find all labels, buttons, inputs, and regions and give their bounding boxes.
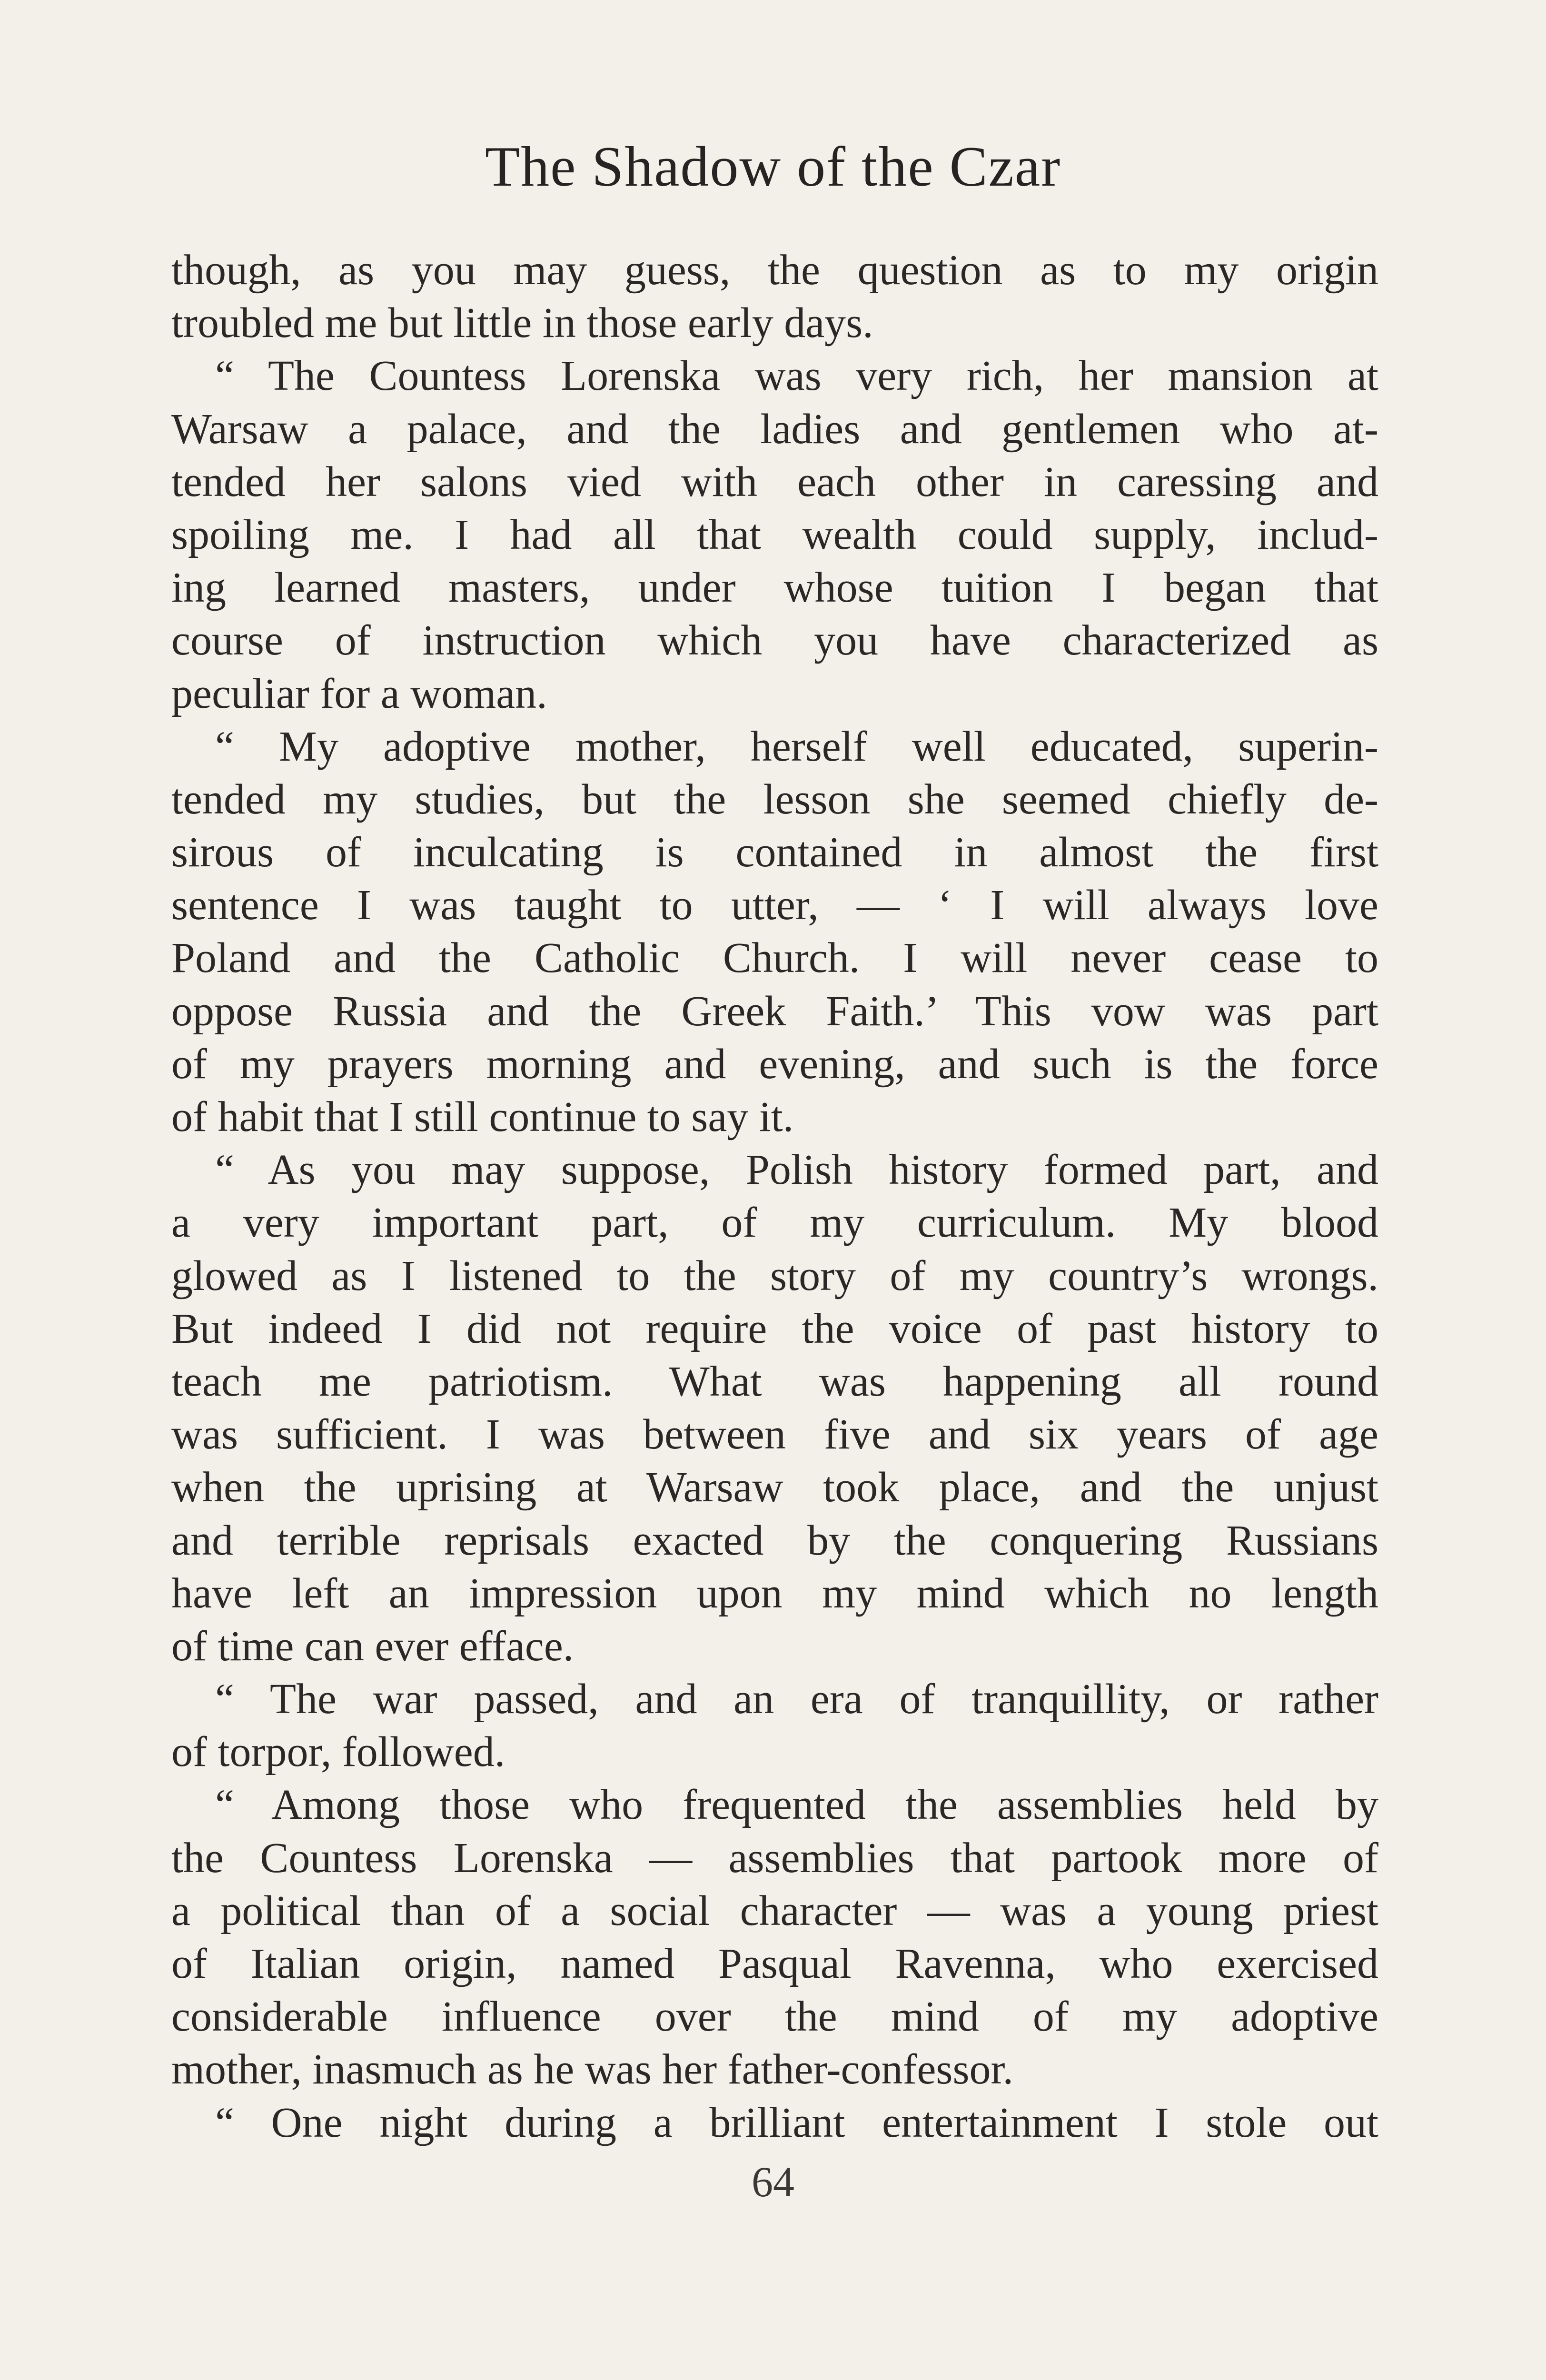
paragraph bbox=[171, 1673, 1378, 1778]
text-line: oppose Russia and the Greek Faith.’ This vow was part bbox=[171, 987, 1378, 1035]
text-line: Poland and the Catholic Church. I will never cease to bbox=[171, 934, 1378, 982]
text-line: ing learned masters, under whose tuition I began that bbox=[171, 564, 1378, 612]
text-line: mother, inasmuch as he was her father-confessor. bbox=[171, 2046, 1013, 2093]
text-line: “ One night during a brilliant entertainment I stole out bbox=[215, 2099, 1378, 2146]
text-line: But indeed I did not require the voice of past history to bbox=[171, 1305, 1378, 1352]
text-line: a very important part, of my curriculum. My blood bbox=[171, 1199, 1378, 1247]
text-line: considerable influence over the mind of my adoptive bbox=[171, 1993, 1378, 2041]
text-line: glowed as I listened to the story of my country’s wrongs. bbox=[171, 1252, 1378, 1299]
text-line: course of instruction which you have characterized as bbox=[171, 617, 1378, 664]
text-line: sentence I was taught to utter, — ‘ I will always love bbox=[171, 882, 1378, 929]
text-line: teach me patriotism. What was happening all round bbox=[171, 1358, 1378, 1405]
paragraph bbox=[171, 720, 1378, 1144]
text-line: of my prayers morning and evening, and such is the force bbox=[171, 1040, 1378, 1088]
text-line: tended my studies, but the lesson she seemed chiefly de- bbox=[171, 775, 1378, 823]
text-line: tended her salons vied with each other in caressing and bbox=[171, 458, 1378, 506]
text-line: of torpor, followed. bbox=[171, 1728, 505, 1776]
body-text bbox=[171, 244, 1378, 2149]
text-line: was sufficient. I was between five and six years of age bbox=[171, 1411, 1378, 1458]
text-line: of habit that I still continue to say it. bbox=[171, 1093, 794, 1140]
text-line: of Italian origin, named Pasqual Ravenna, who exercised bbox=[171, 1940, 1378, 1987]
text-line: though, as you may guess, the question as to my origin bbox=[171, 247, 1378, 294]
text-line: have left an impression upon my mind which no length bbox=[171, 1569, 1378, 1617]
text-line: peculiar for a woman. bbox=[171, 670, 547, 717]
text-line: “ As you may suppose, Polish history formed part, and bbox=[215, 1146, 1378, 1194]
paragraph bbox=[171, 1778, 1378, 2096]
text-line: “ The Countess Lorenska was very rich, her mansion at bbox=[215, 352, 1378, 400]
text-line: “ My adoptive mother, herself well educated, superin- bbox=[215, 723, 1378, 770]
paragraph bbox=[171, 349, 1378, 720]
page-number: 64 bbox=[752, 2159, 794, 2206]
text-line: spoiling me. I had all that wealth could supply, includ- bbox=[171, 511, 1378, 558]
text-line: and terrible reprisals exacted by the conquering Russians bbox=[171, 1517, 1378, 1564]
text-line: sirous of inculcating is contained in almost the first bbox=[171, 829, 1378, 876]
text-line: a political than of a social character — was a young priest bbox=[171, 1887, 1378, 1934]
paragraph bbox=[171, 1143, 1378, 1673]
text-line: “ The war passed, and an era of tranquillity, or rather bbox=[215, 1676, 1378, 1723]
text-line: the Countess Lorenska — assemblies that partook more of bbox=[171, 1834, 1378, 1882]
text-line: Warsaw a palace, and the ladies and gentlemen who at- bbox=[171, 405, 1378, 453]
paragraph bbox=[171, 2096, 1378, 2149]
paragraph bbox=[171, 244, 1378, 349]
running-header-title: The Shadow of the Czar bbox=[485, 135, 1061, 198]
text-line: “ Among those who frequented the assemblies held by bbox=[215, 1781, 1378, 1829]
text-line: when the uprising at Warsaw took place, and the unjust bbox=[171, 1464, 1378, 1511]
text-line: of time can ever efface. bbox=[171, 1622, 574, 1670]
text-line: troubled me but little in those early days. bbox=[171, 299, 873, 347]
